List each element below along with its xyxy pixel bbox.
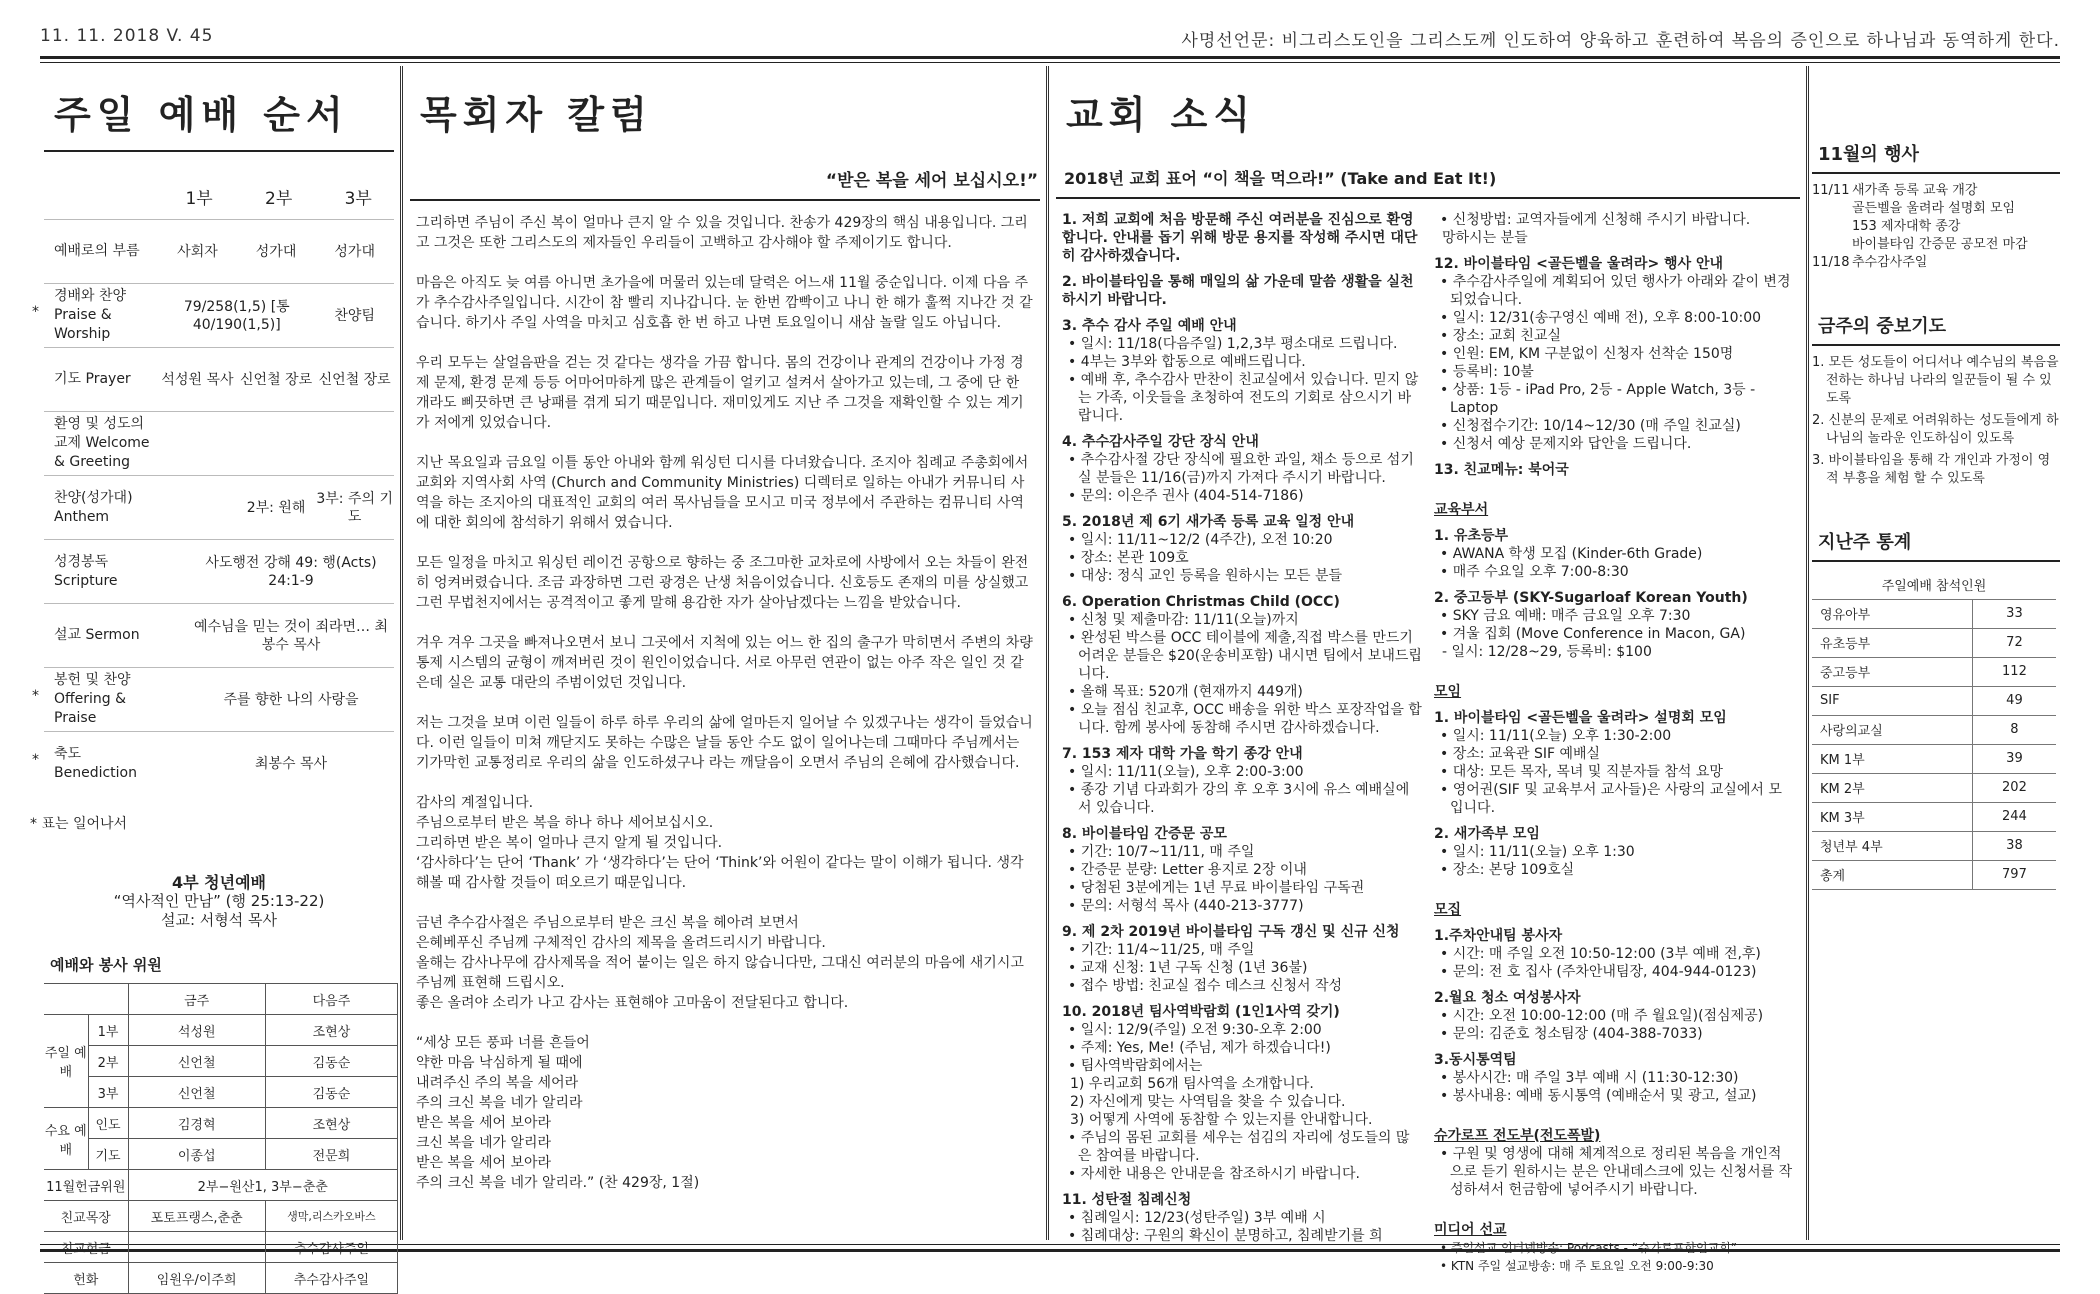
staff-header-this-week: 금주	[128, 984, 265, 1015]
news-body	[1052, 199, 1804, 1275]
stats-label: 청년부 4부	[1812, 831, 1972, 860]
event-date	[1812, 218, 1852, 236]
news-item-title: 3. 추수 감사 주일 예배 안내	[1062, 318, 1237, 334]
prayer-item: 1. 모든 성도들이 어디서나 예수님의 복음을 전하는 하나님 나라의 일꾼들이 될 수 있도록	[1812, 355, 2059, 406]
news-bullet: • 교재 신청: 1년 구독 신청 (1년 36불)	[1062, 959, 1422, 977]
worship-order-cell: 79/258(1,5) [통 40/190(1,5)]	[183, 298, 290, 333]
news-bullet: • 기간: 11/4~11/25, 매 주일	[1062, 941, 1422, 959]
staff-cell: 포토프랭스,춘춘	[128, 1201, 265, 1232]
event-row	[1812, 236, 2060, 254]
pastor-paragraph: 저는 그것을 보며 이런 일들이 하루 하루 우리의 삶에 얼마든지 일어날 수 있겠구나는 생각이 들었습니다. 이런 일들이 미쳐 깨닫지도 못하는 수많은 날들 동안 수도 없이 일어나는데 그때마다 주님께서는 기가막힌 교통정리로 우리의 삶을 인도하셨구나 라는 깨달음이 오면서 주님의 은혜에 감사했습니다.	[416, 715, 1033, 771]
worship-order-cell: 주를 향한 나의 사랑을	[223, 691, 359, 708]
news-item-title: 10. 2018년 팀사역박람회 (1인1사역 갖기)	[1062, 1004, 1340, 1020]
standing-note: * 표는 일어나서	[30, 816, 128, 832]
pastor-paragraph: “세상 모든 풍파 너를 흔들어 약한 마음 낙심하게 될 때에 내려주신 주의 복을 세어라 주의 크신 복을 네가 알리라 받은 복을 세어 보아라 크신 복을 네가 알리라 받은 복을 세어 보아라 주의 크신 복을 네가 알리라.” (찬 429장, 1절)	[416, 1035, 700, 1191]
news-bullet: • 접수 방법: 친교실 접수 데스크 신청서 작성	[1062, 977, 1422, 995]
pastor-paragraph: 겨우 겨우 그곳을 빠져나오면서 보니 그곳에서 지척에 있는 어느 한 집의 출구가 막히면서 주변의 차량 통제 시스템의 균형이 깨져버린 것이 원인이었습니다. 서로 아무런 연관이 없는 아주 작은 일인 것 같은데 실은 교통 대란의 주범이었던 것입니다.	[416, 635, 1033, 691]
news-bullet: • 매주 수요일 오후 7:00-8:30	[1434, 563, 1794, 581]
staff-sub: 3부	[88, 1077, 128, 1108]
news-bullet: • 구원 및 영생에 대해 체계적으로 정리된 복음을 개인적으로 듣기 원하시는 분은 안내데스크에 있는 신청서를 작성하셔서 헌금함에 넣어주시기 바랍니다.	[1434, 1145, 1794, 1199]
standing-mark: *	[32, 304, 39, 320]
stats-row	[1812, 599, 2056, 628]
staff-cell: 이종섭	[128, 1139, 265, 1170]
pastor-column-subtitle: “받은 복을 세어 보십시오!”	[825, 171, 1038, 191]
worship-order-row	[44, 411, 394, 475]
news-item-title: 2. 중고등부 (SKY-Sugarloaf Korean Youth)	[1434, 590, 1748, 606]
news-bullet: • 완성된 박스를 OCC 테이블에 제출,직접 박스를 만드기 어려운 분들은 $20(운송비포함) 내시면 팀에서 보내드립니다.	[1062, 629, 1422, 683]
news-bullet: • 대상: 정식 교인 등록을 원하시는 모든 분들	[1062, 567, 1422, 585]
news-bullet: • 팀사역박람회에서는	[1062, 1057, 1422, 1075]
stats-row	[1812, 686, 2056, 715]
worship-order-column	[30, 66, 398, 1294]
stats-label: 영유아부	[1812, 599, 1972, 628]
news-bullet: • KTN 주일 설교방송: 매 주 토요일 오전 9:00-9:30	[1434, 1257, 1794, 1275]
news-item-title: 8. 바이블타임 간증문 공모	[1062, 826, 1227, 842]
section-title: 교육부서	[1434, 502, 1489, 518]
event-row	[1812, 218, 2060, 236]
event-name: 골든벨을 울려라 설명회 모임	[1852, 201, 2016, 216]
news-item-title: 4. 추수감사주일 강단 장식 안내	[1062, 434, 1259, 450]
stats-row	[1812, 773, 2056, 802]
issue-number: 11. 11. 2018 V. 45	[40, 26, 214, 46]
news-bullet: • 일시: 11/18(다음주일) 1,2,3부 평소대로 드립니다.	[1062, 335, 1422, 353]
event-row	[1812, 182, 2060, 200]
staff-sub: 2부	[88, 1046, 128, 1077]
news-bullet: • 일시: 11/11(오늘), 오후 2:00-3:00	[1062, 763, 1422, 781]
staff-sub: 기도	[88, 1139, 128, 1170]
pastor-paragraph: 감사의 계절입니다. 주님으로부터 받은 복을 하나 하나 세어보십시오. 그리하면 받은 복이 얼마나 큰지 알게 될 것입니다. ‘감사하다’는 단어 ‘Thank’ 가 ‘생각하다’는 단어 ‘Think’와 어원이 같다는 말이 이해가 됩니다. 생각해볼 때 감사할 것들이 떠오르기 때문입니다.	[416, 795, 1024, 891]
stats-label: KM 2부	[1812, 773, 1972, 802]
stats-row	[1812, 802, 2056, 831]
column-divider	[1806, 66, 1810, 1240]
event-date	[1812, 236, 1852, 254]
staff-cell: 생막,리스카오바스	[265, 1201, 397, 1232]
youth-service	[40, 833, 398, 930]
prayer-title: 금주의 중보기도	[1818, 316, 1946, 337]
news-bullet: • 침례일시: 12/23(성탄주일) 3부 예배 시	[1062, 1209, 1422, 1227]
mission-statement: 사명선언문: 비그리스도인을 그리스도께 인도하여 양육하고 훈련하여 복음의 증인으로 하나님과 동역하게 한다.	[1181, 31, 2060, 51]
news-bullet: • 인원: EM, KM 구분없이 신청자 선착순 150명	[1434, 345, 1794, 363]
event-row	[1812, 200, 2060, 218]
worship-order-label: 성경봉독 Scripture	[54, 553, 118, 589]
stats-value: 49	[1972, 686, 2056, 715]
event-row	[1812, 254, 2060, 272]
news-line: 3) 어떻게 사역에 동참할 수 있는지를 안내합니다.	[1070, 1112, 1373, 1128]
stats-row	[1812, 657, 2056, 686]
worship-order-cell: 예수님을 믿는 것이 죄라면… 최봉수 목사	[193, 618, 389, 653]
news-bullet: • 예배 후, 추수감사 만찬이 친교실에서 있습니다. 믿지 않는 가족, 이웃들을 초청하여 전도의 기회로 삼으시기 바랍니다.	[1062, 371, 1422, 425]
worship-order-cell: 사도행전 강해 49: 행(Acts) 24:1-9	[205, 554, 377, 589]
staff-cell: 김경혁	[128, 1108, 265, 1139]
worship-order-cell: 사회자	[177, 243, 218, 260]
worship-order-row	[44, 475, 394, 539]
news-item-title: 1. 저희 교회에 처음 방문해 주신 여러분을 진심으로 환영합니다. 안내를 돕기 위해 방문 용지를 작성해 주시면 대단히 감사하겠습니다.	[1062, 212, 1418, 264]
news-bullet: • 봉사시간: 매 주일 3부 예배 시 (11:30-12:30)	[1434, 1069, 1794, 1087]
news-item-title: 5. 2018년 제 6기 새가족 등록 교육 일정 안내	[1062, 514, 1355, 530]
news-bullet: • 주일설교 인터넷방송: Podcasts - “슈가로프한인교회”	[1434, 1239, 1794, 1257]
staff-extra-label: 11월헌금위원	[44, 1170, 128, 1201]
news-column	[1052, 66, 1804, 1275]
worship-order-cell: 성가대	[334, 243, 375, 260]
news-line: 2) 자신에게 맞는 사역팀을 찾을 수 있습니다.	[1070, 1094, 1346, 1110]
stats-caption: 주일예배 참석인원	[1812, 570, 2056, 599]
news-right	[1434, 211, 1794, 1275]
news-bullet: • 시간: 매 주일 오전 10:50-12:00 (3부 예배 전,후)	[1434, 945, 1794, 963]
stats-row	[1812, 860, 2056, 889]
news-bullet: • 신청접수기간: 10/14~12/30 (매 주일 친교실)	[1434, 417, 1794, 435]
top-rule	[40, 56, 2060, 59]
service-3: 3부	[344, 189, 372, 209]
pastor-column	[406, 66, 1044, 1213]
section-title: 미디어 선교	[1434, 1222, 1507, 1238]
news-item-title: 13. 친교메뉴: 북어국	[1434, 462, 1569, 478]
staff-cell: 신언철	[128, 1046, 265, 1077]
worship-order-cell: 3부: 주의 기도	[316, 490, 393, 525]
news-bullet: • 문의: 전 호 집사 (주차안내팀장, 404-944-0123)	[1434, 963, 1794, 981]
news-bullet: • 주님의 몸된 교회를 세우는 섬김의 자리에 성도들의 많은 참여를 바랍니다.	[1062, 1129, 1422, 1165]
stats-value: 797	[1972, 860, 2056, 889]
news-item-title: 1. 유초등부	[1434, 528, 1509, 544]
news-bullet: • 영어권(SIF 및 교육부서 교사들)은 사랑의 교실에서 모입니다.	[1434, 781, 1794, 817]
news-line: 1) 우리교회 56개 팀사역을 소개합니다.	[1070, 1076, 1314, 1092]
news-item-title: 2. 바이블타임을 통해 매일의 삶 가운데 말씀 생활을 실천하시기 바랍니다.	[1062, 274, 1414, 308]
stats-value: 8	[1972, 715, 2056, 744]
stats-value: 202	[1972, 773, 2056, 802]
stats-row	[1812, 831, 2056, 860]
news-bullet: • 기간: 10/7~11/11, 매 주일	[1062, 843, 1422, 861]
prayer-list	[1812, 346, 2060, 488]
worship-order-list	[32, 219, 398, 795]
worship-order-row	[32, 667, 394, 731]
staff-extra-label: 친교헌금	[44, 1232, 128, 1263]
event-name: 바이블타임 간증문 공모전 마감	[1852, 237, 2028, 252]
pastor-paragraph: 그리하면 주님이 주신 복이 얼마나 큰지 알 수 있을 것입니다. 찬송가 429장의 핵심 내용입니다. 그리고 그것은 또한 그리스도의 제자들인 우리들이 고백하고 감사해야 할 주제이기도 합니다.	[416, 215, 1028, 251]
news-bullet: • 문의: 이은주 권사 (404-514-7186)	[1062, 487, 1422, 505]
worship-order-row	[32, 283, 394, 347]
staff-wednesday-label: 수요 예배	[44, 1108, 88, 1170]
section-title: 모집	[1434, 902, 1462, 918]
news-bullet: • 신청서 예상 문제지와 답안을 드립니다.	[1434, 435, 1794, 453]
pastor-column-body	[406, 201, 1044, 1193]
service-1: 1부	[185, 189, 213, 209]
staff-header-next-week: 다음주	[265, 984, 397, 1015]
prayer-item: 3. 바이블타임을 통해 각 개인과 가정이 영적 부흥을 체험 할 수 있도록	[1812, 453, 2051, 486]
news-bullet: • 일시: 12/9(주일) 오전 9:30-오후 2:00	[1062, 1021, 1422, 1039]
column-divider	[400, 66, 404, 1240]
news-bullet: • 시간: 오전 10:00-12:00 (매 주 월요일)(점심제공)	[1434, 1007, 1794, 1025]
news-bullet: • 주제: Yes, Me! (주님, 제가 하겠습니다!)	[1062, 1039, 1422, 1057]
side-column	[1812, 66, 2060, 890]
service-staff-table	[44, 983, 398, 1294]
news-bullet: • 당첨된 3분에게는 1년 무료 바이블타임 구독권	[1062, 879, 1422, 897]
standing-mark: *	[32, 688, 39, 704]
news-line: 망하시는 분들	[1442, 230, 1528, 246]
stats-label: KM 1부	[1812, 744, 1972, 773]
pastor-paragraph: 마음은 아직도 늦 여름 아니면 초가을에 머물러 있는데 달력은 어느새 11월 중순입니다. 이제 다음 주가 추수감사주일입니다. 시간이 참 빨리 지나갑니다. 눈 한번 깜빡이고 나니 한 해가 훌쩍 지나간 것 같습니다. 하기사 주일 사역을 마치고 심호흡 한 번 하고 나면 토요일이니 새삼 놀랄 일도 아닙니다.	[416, 275, 1033, 331]
news-item-title: 2.월요 청소 여성봉사자	[1434, 990, 1581, 1006]
news-bullet: • 문의: 서형석 목사 (440-213-3777)	[1062, 897, 1422, 915]
worship-order-label: 설교 Sermon	[54, 627, 140, 643]
news-item-title: 12. 바이블타임 <골든벨을 울려라> 행사 안내	[1434, 256, 1724, 272]
stats-label: 총계	[1812, 860, 1972, 889]
youth-service-preacher: 설교: 서형석 목사	[160, 911, 278, 929]
stats-table	[1812, 570, 2056, 890]
news-bullet: • 추수감사주일에 계획되어 있던 행사가 아래와 같이 변경되었습니다.	[1434, 273, 1794, 309]
stats-value: 39	[1972, 744, 2056, 773]
news-item-title: 2. 새가족부 모임	[1434, 826, 1540, 842]
standing-mark: *	[32, 752, 39, 768]
stats-row	[1812, 744, 2056, 773]
news-bullet: • 일시: 11/11~12/2 (4주간), 오전 10:20	[1062, 531, 1422, 549]
news-bullet: • 일시: 12/31(송구영신 예배 전), 오후 8:00-10:00	[1434, 309, 1794, 327]
news-bullet: • 일시: 11/11(오늘) 오후 1:30	[1434, 843, 1794, 861]
news-line: - 일시: 12/28~29, 등록비: $100	[1442, 644, 1652, 660]
staff-cell: 김동순	[265, 1046, 397, 1077]
event-date: 11/18	[1812, 255, 1850, 270]
news-bullet: • 추수감사절 강단 장식에 필요한 과일, 채소 등으로 섬기실 분들은 11/16(금)까지 가져다 주시기 바랍니다.	[1062, 451, 1422, 487]
pastor-paragraph: 금년 추수감사절은 주님으로부터 받은 크신 복을 헤아려 보면서 은혜베푸신 주님께 구체적인 감사의 제목을 올려드리시기 바랍니다. 올해는 감사나무에 감사제목을 적어 붙이는 일은 하지 않습니다만, 그대신 여러분의 마음에 새기시고 주님께 표현해 드립시오. 좋은 올려야 소리가 나고 감사는 표현해야 고마움이 전달된다고 합니다.	[416, 915, 1024, 1011]
worship-order-label: 경배와 찬양 Praise & Worship	[54, 288, 127, 342]
news-bullet: • 4부는 3부와 합동으로 예배드립니다.	[1062, 353, 1422, 371]
news-left	[1062, 211, 1422, 1275]
staff-extra-label: 친교목장	[44, 1201, 128, 1232]
staff-cell: 전문희	[265, 1139, 397, 1170]
news-bullet: • 신청 및 제출마감: 11/11(오늘)까지	[1062, 611, 1422, 629]
worship-order-label: 찬양(성가대) Anthem	[54, 489, 133, 525]
church-motto: 2018년 교회 표어 “이 책을 먹으라!” (Take and Eat It!)	[1064, 169, 1497, 188]
news-item-title: 11. 성탄절 침례신청	[1062, 1192, 1192, 1208]
news-bullet: • 상품: 1등 - iPad Pro, 2등 - Apple Watch, 3등 - Laptop	[1434, 381, 1794, 417]
worship-order-label: 기도 Prayer	[54, 371, 131, 387]
news-bullet: • 자세한 내용은 안내문을 참조하시기 바랍니다.	[1062, 1165, 1422, 1183]
title-rule	[1812, 560, 2060, 562]
news-item-title: 1.주차안내팀 봉사자	[1434, 928, 1563, 944]
stats-value: 33	[1972, 599, 2056, 628]
pastor-paragraph: 모든 일정을 마치고 워싱턴 레이건 공항으로 향하는 중 조그마한 교차로에 사방에서 오는 차들이 완전히 엉켜버렸습니다. 조금 과장하면 그런 광경은 난생 처음이었습니다. 신호등도 존재의 미를 상실했고 그런 무법천지에서는 공격적이고 좋게 말해 용감한 자가 살아남겠다는 느낌을 받았습니다.	[416, 555, 1029, 611]
worship-order-cell: 석성원 목사	[161, 371, 234, 388]
staff-cell: 조현상	[265, 1015, 397, 1046]
news-bullet: • 장소: 본관 109호	[1062, 549, 1422, 567]
news-bullet: • 일시: 11/11(오늘) 오후 1:30-2:00	[1434, 727, 1794, 745]
pastor-paragraph: 우리 모두는 살얼음판을 걷는 것 같다는 생각을 가끔 합니다. 몸의 건강이나 관계의 건강이나 가정 경제 문제, 환경 문제 등등 어마어마하게 많은 관계들이 얼키고 설켜서 살아가고 있는데, 그 중에 단 한 개라도 삐끗하면 큰 낭패를 겪게 되기 때문입니다. 재미있게도 지난 주 그것을 재확인할 수 있는 계기가 저에게 있었습니다.	[416, 355, 1024, 431]
event-date: 11/11	[1812, 183, 1850, 198]
news-bullet: • 간증문 분량: Letter 용지로 2장 이내	[1062, 861, 1422, 879]
stats-label: SIF	[1812, 686, 1972, 715]
staff-cell: 석성원	[128, 1015, 265, 1046]
news-item-title: 6. Operation Christmas Child (OCC)	[1062, 594, 1340, 610]
stats-value: 112	[1972, 657, 2056, 686]
event-date	[1812, 200, 1852, 218]
staff-cell: 조현상	[265, 1108, 397, 1139]
stats-label: KM 3부	[1812, 802, 1972, 831]
column-divider	[1046, 66, 1050, 1240]
stats-label: 유초등부	[1812, 628, 1972, 657]
stats-value: 244	[1972, 802, 2056, 831]
staff-cell	[128, 1232, 265, 1263]
worship-order-title: 주일 예배 순서	[54, 93, 349, 137]
news-bullet: • 대상: 모든 목자, 목녀 및 직분자들 참석 요망	[1434, 763, 1794, 781]
news-bullet: • 올해 목표: 520개 (현재까지 449개)	[1062, 683, 1422, 701]
news-bullet: • 문의: 김준호 청소팀장 (404-388-7033)	[1434, 1025, 1794, 1043]
worship-order-label: 축도 Benediction	[54, 745, 137, 781]
pastor-paragraph: 지난 목요일과 금요일 이틀 동안 아내와 함께 워싱턴 디시를 다녀왔습니다. 조지아 침례교 주총회에서 교회와 지역사회 사역 (Church and Community Ministries) 디렉터로 일하는 아내가 커뮤니티 사역을 하는 조지아의 대표적인 교회의 여러 목사님들을 모시고 미국 정부에서 주관하는 컴뮤니티 사역에 대한 회의에 참석하기 위해서 였습니다.	[416, 455, 1029, 531]
worship-order-cell: 최봉수 목사	[254, 755, 328, 772]
news-bullet: • 신청방법: 교역자들에게 신청해 주시기 바랍니다.	[1434, 211, 1794, 229]
staff-worship-label: 주일 예배	[44, 1015, 88, 1108]
news-item-title: 7. 153 제자 대학 가을 학기 종강 안내	[1062, 746, 1303, 762]
stats-value: 72	[1972, 628, 2056, 657]
news-bullet: • 등록비: 10불	[1434, 363, 1794, 381]
stats-row	[1812, 628, 2056, 657]
event-name: 153 제자대학 종강	[1852, 219, 1961, 234]
news-bullet: • 장소: 교회 친교실	[1434, 327, 1794, 345]
news-item-title: 1. 바이블타임 <골든벨을 울려라> 설명회 모임	[1434, 710, 1727, 726]
staff-extra-label: 헌화	[44, 1263, 128, 1294]
section-title: 모임	[1434, 684, 1462, 700]
event-name: 새가족 등록 교육 개강	[1852, 183, 1978, 198]
news-bullet: • 침례대상: 구원의 확신이 분명하고, 침례받기를 희	[1062, 1227, 1422, 1245]
stats-row	[1812, 715, 2056, 744]
stats-title: 지난주 통계	[1818, 532, 1912, 553]
worship-order-row	[44, 347, 394, 411]
worship-order-row	[44, 603, 394, 667]
news-bullet: • SKY 금요 예배: 매주 금요일 오후 7:30	[1434, 607, 1794, 625]
event-name: 추수감사주일	[1852, 255, 1928, 270]
stats-value: 38	[1972, 831, 2056, 860]
news-bullet: • 종강 기념 다과회가 강의 후 오후 3시에 유스 예배실에서 있습니다.	[1062, 781, 1422, 817]
staff-cell: 추수감사주일	[265, 1263, 397, 1294]
news-bullet: • 장소: 본당 109호실	[1434, 861, 1794, 879]
worship-order-label: 예배로의 부름	[54, 243, 140, 259]
service-header	[40, 152, 398, 219]
section-title: 슈가로프 전도부(전도폭발)	[1434, 1128, 1601, 1144]
staff-cell: 추수감사주일	[265, 1232, 397, 1263]
worship-order-row	[32, 731, 394, 795]
worship-order-label: 봉헌 및 찬양 Offering & Praise	[54, 672, 131, 726]
news-bullet: • 오늘 점심 친교후, OCC 배송을 위한 박스 포장작업을 합니다. 함께 봉사에 동참해 주시면 감사하겠습니다.	[1062, 701, 1422, 737]
news-item-title: 3.동시통역팀	[1434, 1052, 1517, 1068]
staff-cell: 신언철	[128, 1077, 265, 1108]
youth-service-title: 4부 청년예배	[172, 873, 266, 892]
stats-caption-row	[1812, 570, 2056, 599]
news-bullet: • 장소: 교육관 SIF 예배실	[1434, 745, 1794, 763]
news-bullet: • 봉사내용: 예배 동시통역 (예배순서 및 광고, 설교)	[1434, 1087, 1794, 1105]
service-2: 2부	[265, 189, 293, 209]
staff-sub: 1부	[88, 1015, 128, 1046]
news-title: 교회 소식	[1066, 93, 1257, 137]
staff-cell: 김동순	[265, 1077, 397, 1108]
news-item-title: 9. 제 2차 2019년 바이블타임 구독 갱신 및 신규 신청	[1062, 924, 1400, 940]
worship-order-cell: 신언철 장로	[240, 371, 313, 388]
stats-label: 사랑의교실	[1812, 715, 1972, 744]
youth-service-text: “역사적인 만남” (행 25:13-22)	[113, 892, 325, 910]
prayer-item: 2. 신분의 문제로 어려워하는 성도들에게 하나님의 놀라운 인도하심이 있도록	[1812, 413, 2059, 446]
news-bullet: • 겨울 집회 (Move Conference in Macon, GA)	[1434, 625, 1794, 643]
worship-order-cell: 2부: 원해	[246, 499, 306, 516]
events-title: 11월의 행사	[1818, 144, 1919, 165]
staff-sub: 인도	[88, 1108, 128, 1139]
staff-header-blank	[44, 984, 128, 1015]
staff-cell: 임원우/이주희	[128, 1263, 265, 1294]
top-rule-thin	[40, 62, 2060, 63]
events-list	[1812, 174, 2060, 272]
worship-order-cell: 찬양팀	[334, 307, 375, 324]
worship-order-row	[44, 219, 394, 283]
worship-order-cell: 신언철 장로	[318, 371, 391, 388]
news-bullet: • AWANA 학생 모집 (Kinder-6th Grade)	[1434, 545, 1794, 563]
stats-label: 중고등부	[1812, 657, 1972, 686]
worship-order-label: 환영 및 성도의 교제 Welcome & Greeting	[54, 416, 150, 470]
worship-order-cell: 성가대	[255, 243, 297, 260]
staff-extra-value: 2부−원산1, 3부−춘춘	[128, 1170, 398, 1201]
service-staff-title: 예배와 봉사 위원	[50, 956, 162, 974]
worship-order-row	[44, 539, 394, 603]
pastor-column-title: 목회자 칼럼	[420, 93, 653, 137]
